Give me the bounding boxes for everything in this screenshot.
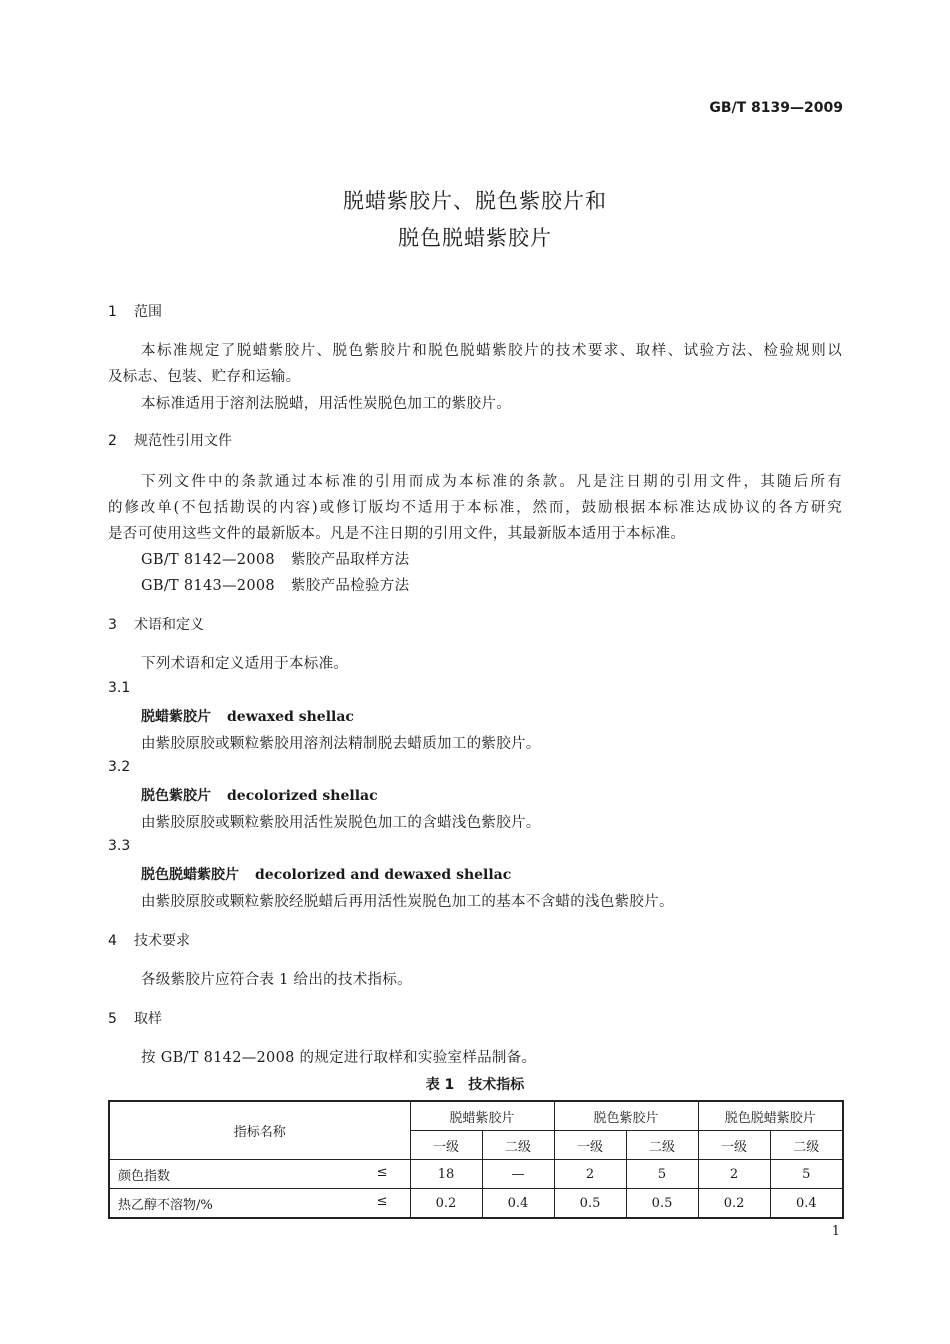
term-heading: 脱蜡紫胶片 dewaxed shellac (141, 709, 354, 725)
table-cell: 2 (698, 1160, 770, 1189)
paragraph: 按 GB/T 8142—2008 的规定进行取样和实验室样品制备。 (141, 1050, 537, 1066)
section-title: 术语和定义 (134, 617, 204, 633)
normative-reference (141, 574, 409, 595)
table-cell: 0.2 (410, 1189, 482, 1219)
header-indicator-name: 指标名称 (109, 1101, 410, 1160)
header-grade: 二级 (770, 1131, 843, 1160)
section-title: 技术要求 (134, 933, 190, 949)
reference-title: 紫胶产品取样方法 (291, 552, 410, 568)
row-name: 颜色指数 ≤ (109, 1160, 410, 1189)
table-cell: 0.4 (482, 1189, 554, 1219)
section-number: 5 (108, 1011, 117, 1027)
page-number: 1 (831, 1224, 840, 1239)
section-title: 规范性引用文件 (134, 433, 232, 449)
paragraph: 本标准规定了脱蜡紫胶片、脱色紫胶片和脱色脱蜡紫胶片的技术要求、取样、试验方法、检验规则以 (141, 343, 842, 359)
reference-code: GB/T 8142—2008 (141, 552, 275, 568)
specification-table (108, 1100, 844, 1219)
section-3-heading (108, 614, 204, 634)
row-name: 热乙醇不溶物/% ≤ (109, 1189, 410, 1219)
term-number: 3.3 (108, 838, 131, 854)
table-cell: 5 (626, 1160, 698, 1189)
normative-reference (141, 548, 409, 569)
header-grade: 二级 (626, 1131, 698, 1160)
table-cell: 5 (770, 1160, 843, 1189)
header-grade: 一级 (554, 1131, 626, 1160)
term-number: 3.2 (108, 759, 131, 775)
reference-code: GB/T 8143—2008 (141, 578, 275, 594)
document-title-line1: 脱蜡紫胶片、脱色紫胶片和 (343, 189, 607, 213)
operator: ≤ (376, 1165, 388, 1180)
section-number: 2 (108, 433, 117, 449)
term-definition: 由紫胶原胶或颗粒紫胶经脱蜡后再用活性炭脱色加工的基本不含蜡的浅色紫胶片。 (141, 894, 674, 910)
table-cell: — (482, 1160, 554, 1189)
section-number: 3 (108, 617, 117, 633)
table-caption: 表 1 技术指标 (425, 1077, 525, 1093)
section-1-heading (108, 301, 162, 321)
table-cell: 2 (554, 1160, 626, 1189)
paragraph: 下列术语和定义适用于本标准。 (141, 656, 349, 672)
operator: ≤ (376, 1194, 388, 1209)
paragraph: 各级紫胶片应符合表 1 给出的技术指标。 (141, 972, 412, 988)
table-row (109, 1189, 843, 1219)
header-grade: 二级 (482, 1131, 554, 1160)
table-cell: 0.5 (626, 1189, 698, 1219)
document-title-line2: 脱色脱蜡紫胶片 (398, 226, 552, 250)
paragraph: 下列文件中的条款通过本标准的引用而成为本标准的条款。凡是注日期的引用文件，其随后所有 (141, 474, 842, 490)
term-number: 3.1 (108, 680, 131, 696)
term-definition: 由紫胶原胶或颗粒紫胶用溶剂法精制脱去蜡质加工的紫胶片。 (141, 736, 541, 752)
section-number: 1 (108, 304, 117, 320)
paragraph: 本标准适用于溶剂法脱蜡，用活性炭脱色加工的紫胶片。 (141, 396, 511, 412)
table-cell: 0.2 (698, 1189, 770, 1219)
table-cell: 0.4 (770, 1189, 843, 1219)
table-cell: 18 (410, 1160, 482, 1189)
section-5-heading (108, 1008, 162, 1028)
term-heading: 脱色紫胶片 decolorized shellac (141, 788, 378, 804)
section-title: 范围 (134, 304, 162, 320)
section-4-heading (108, 930, 190, 950)
reference-title: 紫胶产品检验方法 (291, 578, 410, 594)
term-heading: 脱色脱蜡紫胶片 decolorized and dewaxed shellac (141, 867, 512, 883)
section-number: 4 (108, 933, 117, 949)
table-cell: 0.5 (554, 1189, 626, 1219)
paragraph: 是否可使用这些文件的最新版本。凡是不注日期的引用文件，其最新版本适用于本标准。 (108, 526, 686, 542)
section-2-heading (108, 430, 232, 450)
section-title: 取样 (134, 1011, 162, 1027)
header-grade: 一级 (698, 1131, 770, 1160)
header-group: 脱色脱蜡紫胶片 (698, 1101, 843, 1131)
header-group: 脱色紫胶片 (554, 1101, 698, 1131)
table-row (109, 1160, 843, 1189)
header-group: 脱蜡紫胶片 (410, 1101, 554, 1131)
standard-code: GB/T 8139—2009 (709, 100, 843, 116)
paragraph: 及标志、包装、贮存和运输。 (108, 369, 301, 385)
table-header-row (109, 1101, 843, 1131)
term-definition: 由紫胶原胶或颗粒紫胶用活性炭脱色加工的含蜡浅色紫胶片。 (141, 815, 541, 831)
paragraph: 的修改单(不包括勘误的内容)或修订版均不适用于本标准，然而，鼓励根据本标准达成协议的各方研究 (108, 500, 842, 516)
header-grade: 一级 (410, 1131, 482, 1160)
